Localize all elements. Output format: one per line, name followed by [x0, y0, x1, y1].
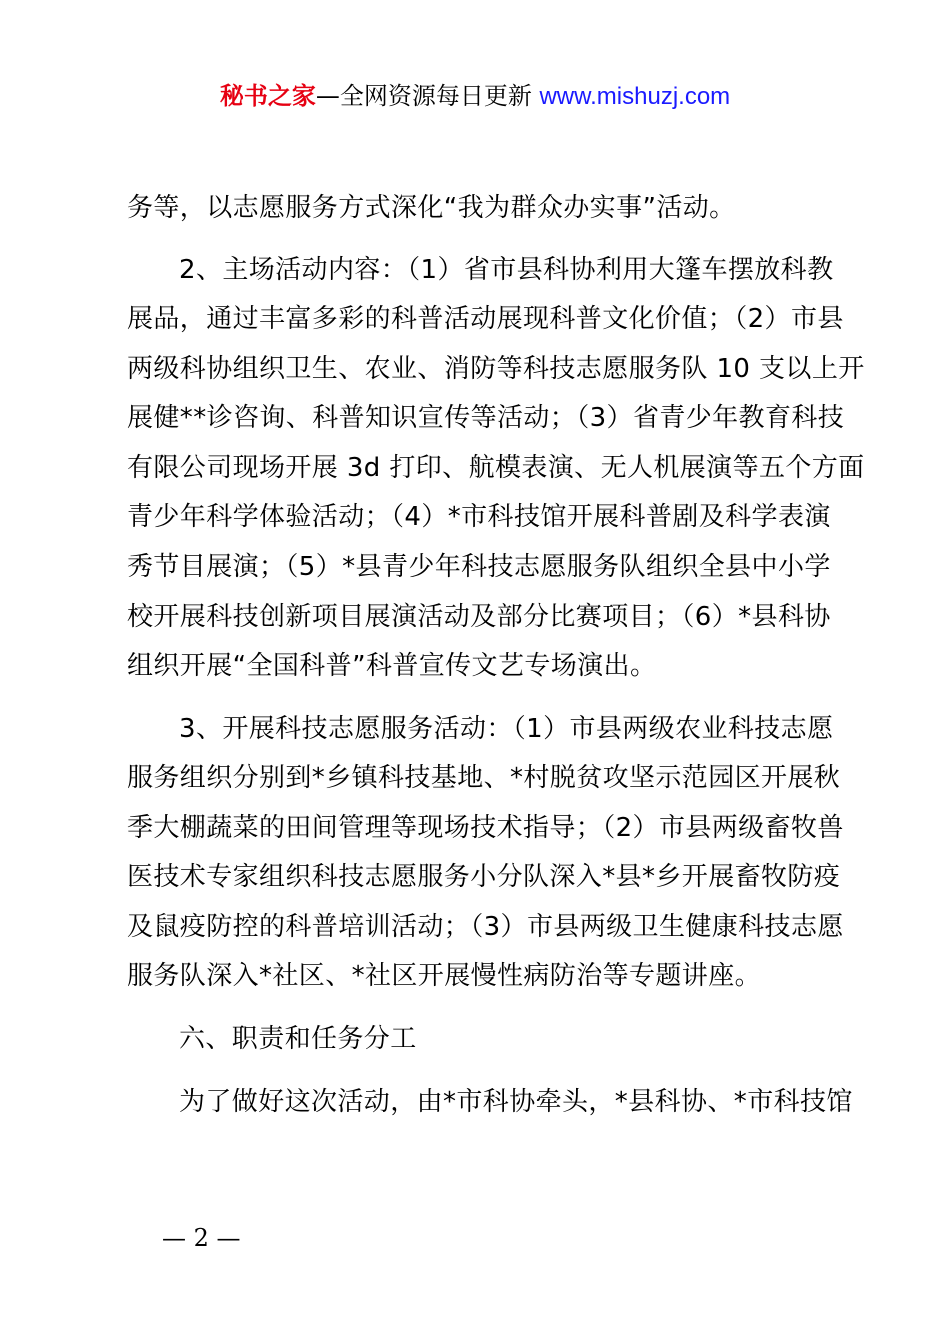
- text-line: 两级科协组织卫生、农业、消防等科技志愿服务队 10 支以上开: [127, 354, 865, 384]
- text-line: 组织开展“全国科普”科普宣传文艺专场演出。: [127, 651, 657, 681]
- text-line: 展品，通过丰富多彩的科普活动展现科普文化价值；（2）市县: [127, 304, 844, 334]
- paragraph-2-start: 2、主场活动内容：（1）省市县科协利用大篷车摆放科教: [179, 255, 834, 285]
- text-line: 及鼠疫防控的科普培训活动；（3）市县两级卫生健康科技志愿: [127, 912, 844, 942]
- site-url[interactable]: www.mishuzj.com: [539, 83, 731, 110]
- page-number: — 2 —: [162, 1224, 241, 1252]
- site-tagline: —全网资源每日更新: [315, 82, 532, 110]
- text-line: 服务队深入*社区、*社区开展慢性病防治等专题讲座。: [127, 961, 762, 991]
- paragraph-4-start: 为了做好这次活动，由*市科协牵头，*县科协、*市科技馆: [179, 1087, 853, 1117]
- site-header: [0, 78, 950, 115]
- text-line: 校开展科技创新项目展演活动及部分比赛项目；（6）*县科协: [127, 602, 831, 632]
- paragraph-3-start: 3、开展科技志愿服务活动：（1）市县两级农业科技志愿: [179, 714, 834, 744]
- text-line: 医技术专家组织科技志愿服务小分队深入*县*乡开展畜牧防疫: [127, 862, 841, 892]
- text-line: 青少年科学体验活动；（4）*市科技馆开展科普剧及科学表演: [127, 502, 831, 532]
- text-line: 秀节目展演；（5）*县青少年科技志愿服务队组织全县中小学: [127, 552, 831, 582]
- text-line: 服务组织分别到*乡镇科技基地、*村脱贫攻坚示范园区开展秋: [127, 763, 841, 793]
- site-brand: 秘书之家: [219, 82, 316, 110]
- section-heading: 六、职责和任务分工: [179, 1024, 417, 1054]
- text-line: 有限公司现场开展 3d 打印、航模表演、无人机展演等五个方面: [127, 453, 865, 483]
- text-line: 季大棚蔬菜的田间管理等现场技术指导；（2）市县两级畜牧兽: [127, 813, 844, 843]
- text-line: 展健**诊咨询、科普知识宣传等活动；（3）省青少年教育科技: [127, 403, 845, 433]
- text-line: 务等，以志愿服务方式深化“我为群众办实事”活动。: [127, 193, 736, 223]
